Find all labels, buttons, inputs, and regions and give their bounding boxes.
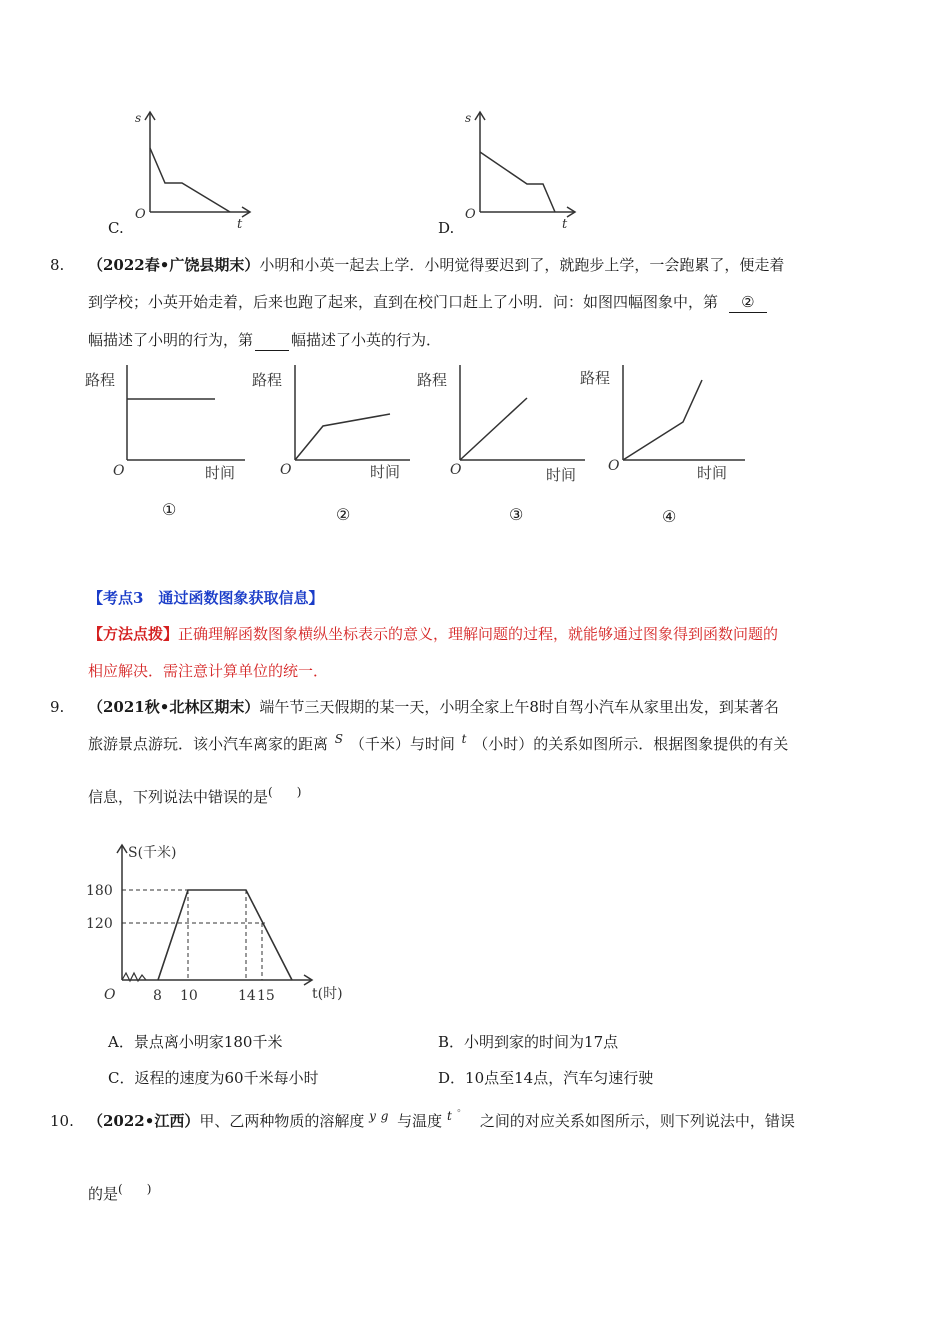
origin-label: O	[280, 462, 292, 478]
method-tag: 【方法点拨】	[88, 625, 179, 643]
origin-label: O	[450, 462, 462, 478]
y-tick-120: 120	[86, 916, 113, 932]
q8-line3	[88, 330, 441, 351]
q10-line2	[88, 1184, 151, 1205]
q8-answer-1: ②	[741, 293, 755, 311]
q9-text2b: （千米）与时间	[349, 735, 455, 753]
q8-line2	[88, 292, 767, 313]
option-d-label: D.	[438, 219, 455, 237]
q9-text2a: 旅游景点游玩．该小汽车离家的距离	[88, 735, 329, 753]
q9-var-s: S	[334, 732, 344, 746]
y-tick-180: 180	[86, 883, 113, 899]
q8-graph-2	[250, 360, 420, 480]
origin-label: O	[135, 207, 146, 222]
q8-answer-blank-2	[255, 330, 289, 351]
q9-var-t: t	[461, 732, 467, 746]
graph-line	[295, 414, 390, 460]
graph-line	[460, 398, 527, 460]
axis-s-label: s	[135, 111, 142, 125]
section-title: 【考点3 通过函数图象获取信息】	[88, 589, 324, 607]
q8-graph-4	[580, 360, 750, 485]
y-axis-label: S(千米)	[128, 845, 177, 861]
option-c-label: C.	[108, 219, 124, 237]
q10-number: 10.	[50, 1112, 74, 1130]
q8-number: 8.	[50, 256, 65, 274]
q8-source: （2022春•广饶县期末）	[88, 256, 260, 274]
q9-option-d[interactable]: D．10点至14点，汽车匀速行驶	[438, 1069, 654, 1087]
q9-line2	[88, 734, 788, 755]
graph-line	[150, 148, 230, 212]
y-label: 路程	[580, 369, 611, 387]
q8-text3a: 幅描述了小明的行为，第	[88, 331, 254, 349]
q8-line1	[88, 255, 784, 275]
q8-graph-1	[80, 360, 250, 480]
x-label: 时间	[546, 466, 577, 484]
q10-text1a: 甲、乙两种物质的溶解度	[199, 1112, 365, 1130]
q10-text2: 的是	[88, 1185, 119, 1203]
q10-var-deg: °	[456, 1109, 462, 1119]
q10-text1c: 之间的对应关系如图所示，则下列说法中，错误	[479, 1112, 795, 1130]
method-line1	[88, 624, 778, 644]
graph-line	[623, 380, 702, 460]
q10-var-y: y	[369, 1109, 376, 1123]
x-tick-8: 8	[153, 988, 162, 1004]
origin-label: O	[465, 207, 476, 222]
origin-label: O	[113, 463, 125, 479]
distance-line	[158, 890, 292, 980]
graph-line	[480, 152, 555, 212]
q10-paren: ( )	[118, 1182, 152, 1196]
q9-number: 9.	[50, 698, 65, 716]
q9-paren: ( )	[268, 785, 302, 799]
q9-source: （2021秋•北林区期末）	[88, 698, 260, 716]
q8-text2: 到学校；小英开始走着，后来也跑了起来，直到在校门口赶上了小明．问：如图四幅图象中，第	[88, 293, 719, 311]
q10-var-g: g	[380, 1109, 389, 1123]
q9-option-b[interactable]: B．小明到家的时间为17点	[438, 1033, 619, 1051]
q9-line1	[88, 697, 779, 717]
x-label: 时间	[697, 464, 728, 482]
q9-line3	[88, 787, 301, 808]
q10-source: （2022•江西）	[88, 1112, 200, 1130]
q9-option-a[interactable]: A．景点离小明家180千米	[108, 1033, 283, 1051]
q8-caption-2: ②	[336, 505, 351, 524]
axis-t-label: t	[237, 217, 243, 230]
q9-text2c: （小时）的关系如图所示．根据图象提供的有关	[473, 735, 789, 753]
method-line2: 相应解决．需注意计算单位的统一．	[88, 662, 329, 680]
q10-line1	[88, 1111, 795, 1134]
q8-graph-3	[415, 360, 585, 485]
axis-t-label: t	[562, 217, 568, 230]
graph-option-c	[125, 100, 265, 230]
y-label: 路程	[85, 371, 116, 389]
origin-label: O	[104, 987, 116, 1003]
graph-option-d	[455, 100, 595, 230]
q10-var-t: t	[446, 1109, 452, 1123]
q9-option-c[interactable]: C．返程的速度为60千米每小时	[108, 1069, 319, 1087]
x-tick-10: 10	[180, 988, 198, 1004]
q8-caption-1: ①	[162, 500, 177, 519]
q9-text3: 信息，下列说法中错误的是	[88, 788, 269, 806]
q10-text1b: 与温度	[397, 1112, 443, 1130]
q8-answer-blank-1	[729, 292, 767, 313]
x-label: 时间	[205, 464, 236, 480]
y-label: 路程	[252, 371, 283, 389]
x-label: 时间	[370, 463, 401, 480]
axis-s-label: s	[465, 111, 472, 125]
q8-text1: 小明和小英一起去上学．小明觉得要迟到了，就跑步上学，一会跑累了，便走着	[259, 256, 785, 274]
q8-caption-3: ③	[509, 505, 524, 524]
q8-text3b: 幅描述了小英的行为．	[291, 331, 442, 349]
x-tick-14: 14	[238, 988, 256, 1004]
x-axis-label: t(时)	[312, 986, 343, 1002]
q9-text1: 端午节三天假期的某一天，小明全家上午8时自驾小汽车从家里出发，到某著名	[259, 698, 779, 716]
origin-label: O	[608, 458, 620, 474]
x-tick-15: 15	[257, 988, 275, 1004]
method-text1: 正确理解函数图象横纵坐标表示的意义，理解问题的过程，就能够通过图象得到函数问题的	[178, 625, 779, 643]
q9-chart	[80, 835, 370, 1015]
q8-caption-4: ④	[662, 507, 677, 526]
y-label: 路程	[417, 371, 448, 389]
